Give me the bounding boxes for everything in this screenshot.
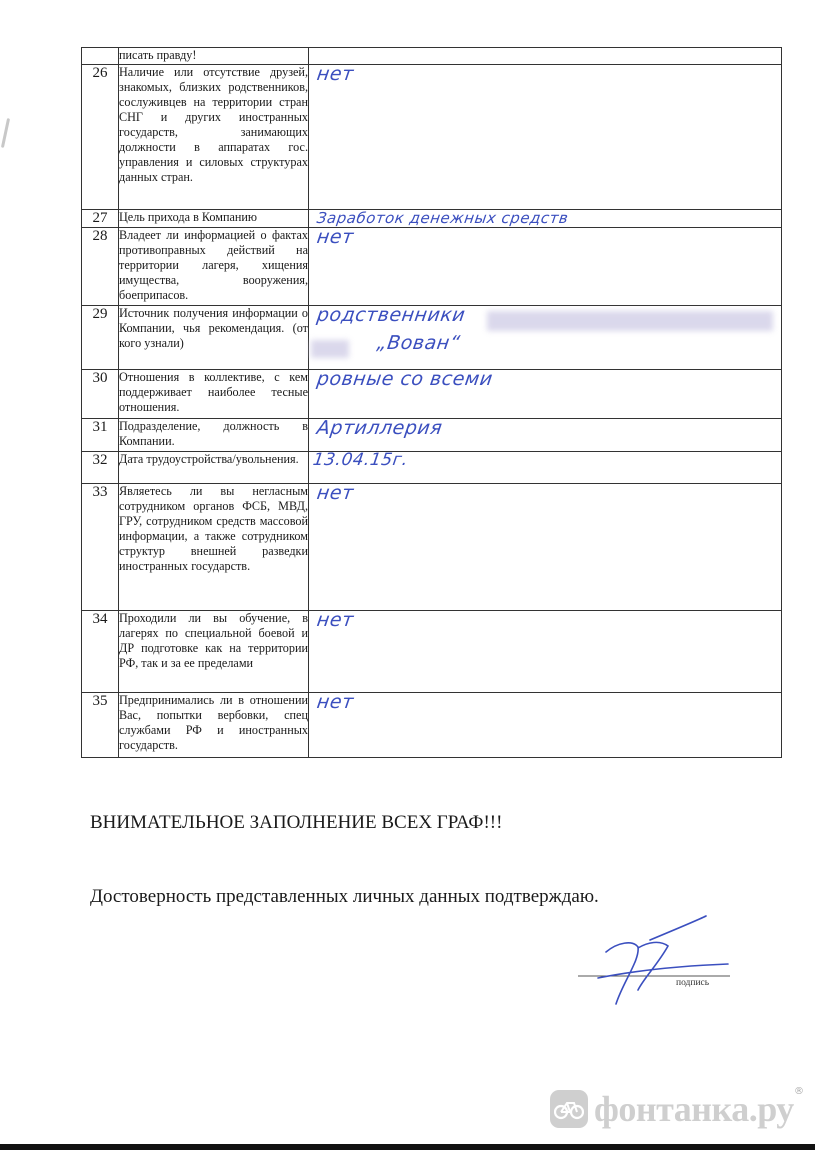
table-row <box>82 484 782 611</box>
row-number: 35 <box>82 693 119 758</box>
confirmation-text: Достоверность представленных личных данных подтверждаю. <box>90 886 599 907</box>
handwritten-answer: нет <box>315 226 356 248</box>
row-number: 30 <box>82 370 119 419</box>
handwritten-answer: Артиллерия <box>315 417 444 439</box>
answer-cell <box>309 228 782 306</box>
watermark-text: фонтанка.ру <box>594 1089 794 1129</box>
handwritten-answer: нет <box>315 609 356 631</box>
question-text: Цель прихода в Компанию <box>119 210 309 228</box>
signature-label: подпись <box>676 978 710 988</box>
question-text: Предпринимались ли в отношении Вас, попытки вербовки, спец службами РФ и иностранных государств. <box>119 693 309 758</box>
answer-cell <box>309 484 782 611</box>
answer-cell <box>309 306 782 370</box>
redacted-area <box>487 311 773 331</box>
signature-mark <box>578 912 738 1012</box>
answer-cell <box>309 65 782 210</box>
scan-bottom-edge <box>0 1144 815 1150</box>
question-text: писать правду! <box>119 48 309 65</box>
registered-mark: ® <box>794 1086 804 1097</box>
handwritten-answer: нет <box>315 482 356 504</box>
notice-text: ВНИМАТЕЛЬНОЕ ЗАПОЛНЕНИЕ ВСЕХ ГРАФ!!! <box>90 812 503 833</box>
handwritten-answer: нет <box>315 63 356 85</box>
question-text: Источник получения информации о Компании, чья рекомендация. (от кого узнали) <box>119 306 309 370</box>
row-number: 27 <box>82 210 119 228</box>
question-text: Наличие или отсутствие друзей, знакомых, близких родственников, сослуживцев на территории стран СНГ и других иностранных государств, занимающих должности в аппаратах гос. управления и силовых структурах данных стран. <box>119 65 309 210</box>
redacted-area <box>311 340 349 358</box>
row-number: 32 <box>82 452 119 484</box>
row-number: 31 <box>82 419 119 452</box>
table-row <box>82 65 782 210</box>
answer-cell <box>309 611 782 693</box>
question-text: Владеет ли информацией о фактах противоправных действий на территории лагеря, хищения имущества, вооружения, боеприпасов. <box>119 228 309 306</box>
answer-cell <box>309 693 782 758</box>
scan-edge-mark <box>1 118 10 148</box>
table-row <box>82 693 782 758</box>
question-text: Проходили ли вы обучение, в лагерях по специальной боевой и ДР подготовке как на территории РФ, так и за ее пределами <box>119 611 309 693</box>
handwritten-answer: нет <box>315 691 356 713</box>
table-row <box>82 452 782 484</box>
question-text: Подразделение, должность в Компании. <box>119 419 309 452</box>
answer-cell <box>309 419 782 452</box>
handwritten-answer-line2: „Вован“ <box>375 332 462 354</box>
table-row <box>82 306 782 370</box>
table-row <box>82 48 782 65</box>
row-number: 29 <box>82 306 119 370</box>
handwritten-answer: родственники <box>315 304 467 326</box>
row-number <box>82 48 119 65</box>
table-row <box>82 228 782 306</box>
question-text: Дата трудоустройства/увольнения. <box>119 452 309 484</box>
question-text: Являетесь ли вы негласным сотрудником органов ФСБ, МВД, ГРУ, сотрудником средств массовой информации, а также сотрудником структур внешней разведки иностранных государств. <box>119 484 309 611</box>
row-number: 28 <box>82 228 119 306</box>
bicycle-icon <box>550 1090 588 1128</box>
answer-cell <box>309 370 782 419</box>
handwritten-answer: ровные со всеми <box>315 368 495 390</box>
table-row <box>82 370 782 419</box>
answer-cell <box>309 452 782 484</box>
table-row <box>82 419 782 452</box>
row-number: 26 <box>82 65 119 210</box>
row-number: 33 <box>82 484 119 611</box>
table-row <box>82 210 782 228</box>
handwritten-answer: Заработок денежных средств <box>315 209 570 227</box>
row-number: 34 <box>82 611 119 693</box>
handwritten-answer: 13.04.15г. <box>311 450 410 470</box>
answer-cell <box>309 48 782 65</box>
questionnaire-table <box>81 47 782 758</box>
table-row <box>82 611 782 693</box>
watermark <box>550 1086 804 1130</box>
question-text: Отношения в коллективе, с кем поддерживает наиболее тесные отношения. <box>119 370 309 419</box>
answer-cell <box>309 210 782 228</box>
